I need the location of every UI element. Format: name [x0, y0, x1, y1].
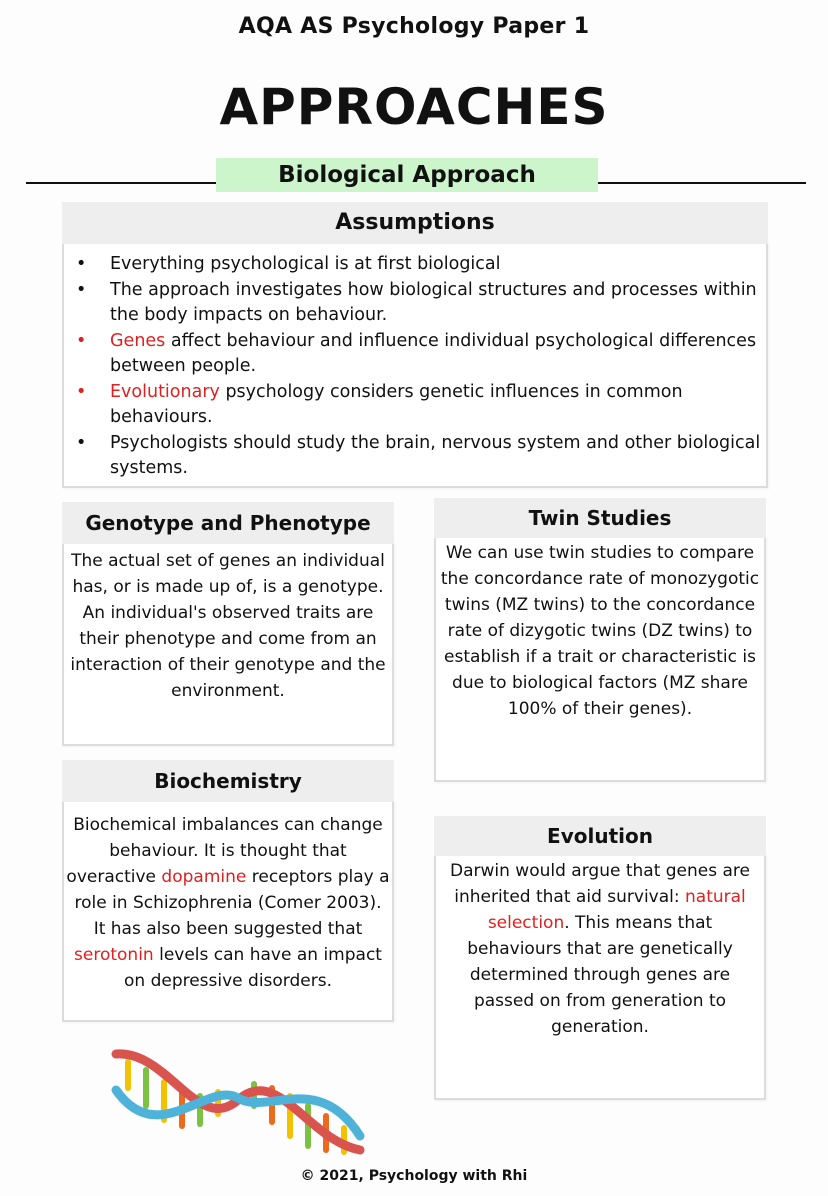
right-rule-divider [596, 182, 806, 184]
assumption-item: • Everything psychological is at first biological [76, 252, 776, 278]
genotype-heading: Genotype and Phenotype [62, 502, 394, 544]
document-subtitle: AQA AS Psychology Paper 1 [238, 14, 590, 39]
assumption-item: • Evolutionary psychology considers genetic influences in common behaviours. [76, 381, 683, 427]
highlight-term: Genes [110, 330, 166, 351]
highlight-term: natural selection [487, 887, 746, 933]
assumptions-list [76, 252, 776, 482]
bullet-icon: • [76, 432, 87, 453]
section-banner: Biological Approach [216, 158, 598, 192]
bullet-icon: • [76, 254, 87, 274]
twin-studies-text: We can use twin studies to compare the concordance rate of monozygotic twins (MZ twins) to the concordance rate of dizygotic twins (DZ twins) to establish if a trait or characteristic is due to biological factors (MZ share 100% of their genes). [440, 543, 760, 719]
bullet-icon: • [76, 330, 87, 351]
evolution-text: Darwin would argue that genes are inherited that aid survival: natural selection. This means that behaviours that are genetically determined through genes are passed on from generation to generation. [450, 861, 750, 1037]
assumption-item: • The approach investigates how biological structures and processes within the body impacts on behaviour. [76, 279, 757, 325]
assumptions-heading: Assumptions [62, 202, 768, 244]
highlight-term: Evolutionary [110, 381, 220, 402]
bullet-icon: • [76, 279, 87, 300]
highlight-term: dopamine [161, 867, 247, 887]
bullet-icon: • [76, 381, 87, 402]
genotype-text: The actual set of genes an individual has, or is made up of, is a genotype. An individual's observed traits are their phenotype and come from an interaction of their genotype and the environment. [70, 551, 386, 701]
dna-helix-icon [108, 1040, 368, 1160]
assumption-item: • Genes affect behaviour and influence individual psychological differences between people. [76, 330, 757, 376]
biochemistry-heading: Biochemistry [62, 760, 394, 802]
assumption-item: • Psychologists should study the brain, nervous system and other biological systems. [76, 432, 761, 478]
page-title: APPROACHES [219, 78, 609, 136]
evolution-heading: Evolution [434, 816, 766, 856]
copyright-footer: © 2021, Psychology with Rhi [300, 1168, 528, 1184]
left-rule-divider [26, 182, 218, 184]
highlight-term: serotonin [74, 945, 154, 965]
biochemistry-text: Biochemical imbalances can change behaviour. It is thought that overactive dopamine receptors play a role in Schizophrenia (Comer 2003). It has also been suggested that serotonin levels can have an impact on depressive disorders. [66, 815, 390, 991]
twin-studies-heading: Twin Studies [434, 498, 766, 538]
